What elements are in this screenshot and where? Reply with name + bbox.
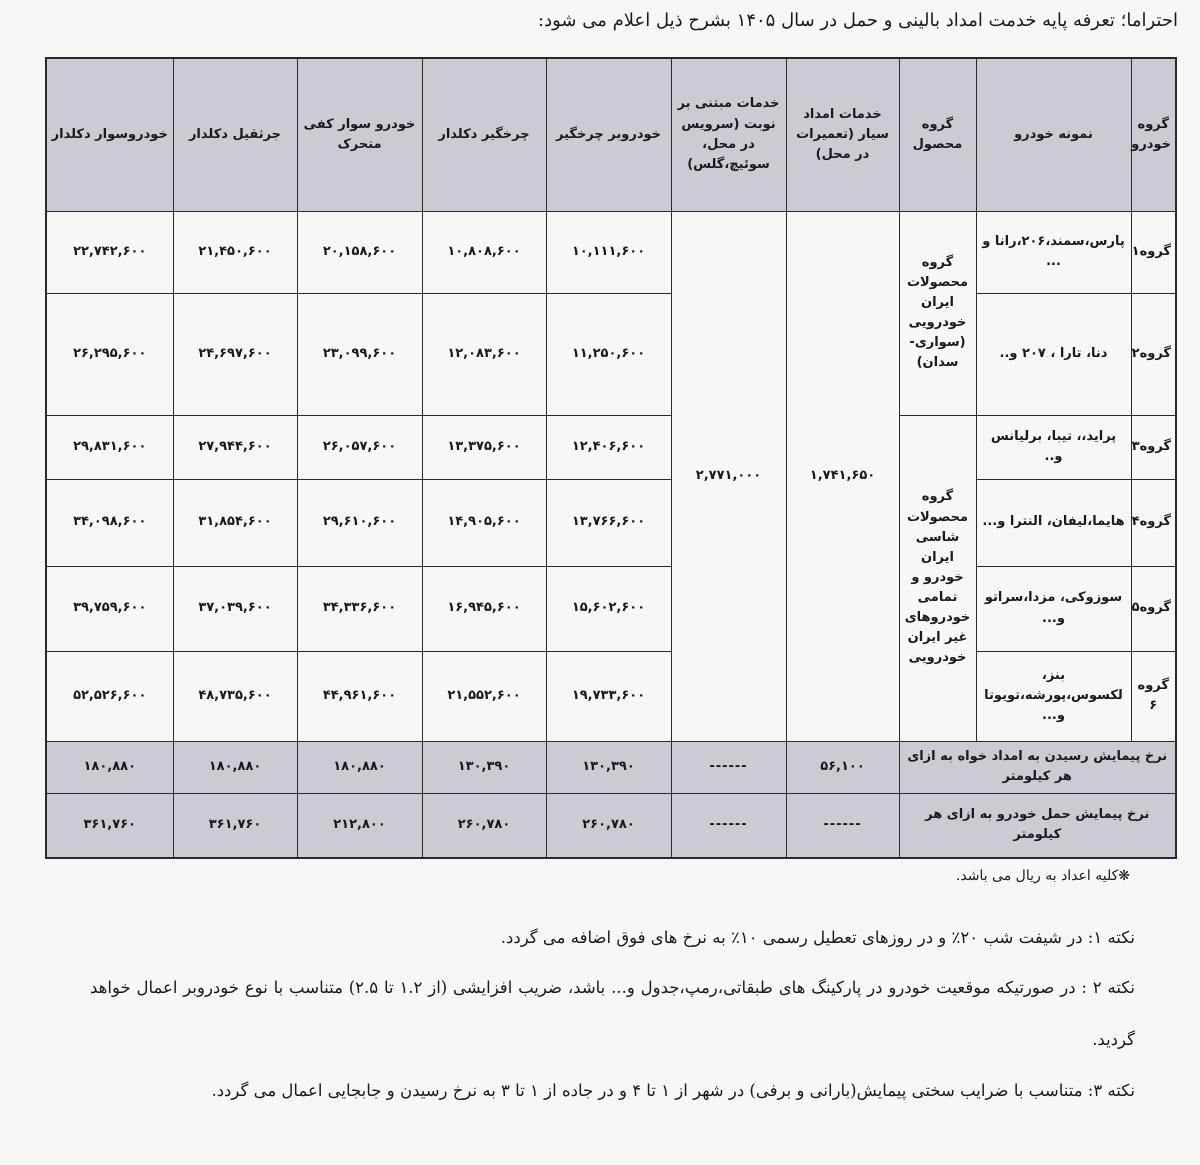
carrier-dolly-cell: ۵۲,۵۲۶,۶۰۰ bbox=[46, 651, 173, 741]
vehicle-sample-cell: بنز، لکسوس،پورشه،تویوتا و... bbox=[976, 651, 1131, 741]
table-row bbox=[46, 479, 1176, 566]
wheel-lift-cell: ۲۶۰,۷۸۰ bbox=[546, 793, 671, 858]
header-vehicle-sample: نمونه خودرو bbox=[976, 58, 1131, 211]
header-wheel-lift: خودروبر چرخگیر bbox=[546, 58, 671, 211]
wheel-lift-cell: ۱۳,۷۶۶,۶۰۰ bbox=[546, 479, 671, 566]
table-row bbox=[46, 293, 1176, 415]
table-row bbox=[46, 566, 1176, 651]
crane-dolly-cell: ۲۱,۴۵۰,۶۰۰ bbox=[173, 211, 297, 293]
flatbed-carrier-cell: ۲۰,۱۵۸,۶۰۰ bbox=[297, 211, 422, 293]
vehicle-sample-cell: پراید،، تیبا، برلیانس و.. bbox=[976, 415, 1131, 479]
vehicle-group-cell: گروه۱ bbox=[1131, 211, 1176, 293]
header-crane-dolly: جرثقیل دکلدار bbox=[173, 58, 297, 211]
carrier-dolly-cell: ۳۶۱,۷۶۰ bbox=[46, 793, 173, 858]
header-carrier-dolly: خودروسوار دکلدار bbox=[46, 58, 173, 211]
wheel-lift-cell: ۱۳۰,۳۹۰ bbox=[546, 741, 671, 793]
flatbed-carrier-cell: ۲۳,۰۹۹,۶۰۰ bbox=[297, 293, 422, 415]
product-group-cell: گروه محصولات شاسی ایران خودرو و تمامی خودروهای غیر ایران خودرویی bbox=[899, 415, 976, 741]
flatbed-carrier-cell: ۳۴,۳۳۶,۶۰۰ bbox=[297, 566, 422, 651]
product-group-cell: گروه محصولات ایران خودرویی (سواری-سدان) bbox=[899, 211, 976, 415]
crane-dolly-cell: ۱۸۰,۸۸۰ bbox=[173, 741, 297, 793]
note-1: نکته ۱: در شیفت شب ۲۰٪ و در روزهای تعطیل رسمی ۱۰٪ به نرخ های فوق اضافه می گردد. bbox=[500, 928, 1135, 947]
wheel-lift-cell: ۱۲,۴۰۶,۶۰۰ bbox=[546, 415, 671, 479]
carrier-dolly-cell: ۲۶,۲۹۵,۶۰۰ bbox=[46, 293, 173, 415]
wheel-lift-dolly-cell: ۱۲,۰۸۳,۶۰۰ bbox=[422, 293, 546, 415]
flatbed-carrier-cell: ۲۱۲,۸۰۰ bbox=[297, 793, 422, 858]
header-wheel-lift-dolly: چرخگیر دکلدار bbox=[422, 58, 546, 211]
vehicle-sample-cell: هایما،لیفان، النترا و... bbox=[976, 479, 1131, 566]
carrier-dolly-cell: ۲۲,۷۴۲,۶۰۰ bbox=[46, 211, 173, 293]
table-row bbox=[46, 651, 1176, 741]
wheel-lift-dolly-cell: ۱۴,۹۰۵,۶۰۰ bbox=[422, 479, 546, 566]
vehicle-group-cell: گروه۴ bbox=[1131, 479, 1176, 566]
per-km-label: نرخ پیمایش رسیدن به امداد خواه به ازای هر کیلومتر bbox=[899, 741, 1176, 793]
turn-based-cell: ۲,۷۷۱,۰۰۰ bbox=[671, 211, 786, 741]
flatbed-carrier-cell: ۴۴,۹۶۱,۶۰۰ bbox=[297, 651, 422, 741]
vehicle-sample-cell: دنا، تارا ، ۲۰۷ و.. bbox=[976, 293, 1131, 415]
crane-dolly-cell: ۳۱,۸۵۴,۶۰۰ bbox=[173, 479, 297, 566]
carrier-dolly-cell: ۲۹,۸۳۱,۶۰۰ bbox=[46, 415, 173, 479]
carrier-dolly-cell: ۱۸۰,۸۸۰ bbox=[46, 741, 173, 793]
intro-text: احتراما؛ تعرفه پایه خدمت امداد بالینی و حمل در سال ۱۴۰۵ بشرح ذیل اعلام می شود: bbox=[538, 10, 1178, 31]
per-km-transport-row bbox=[46, 793, 1176, 858]
wheel-lift-cell: ۱۵,۶۰۲,۶۰۰ bbox=[546, 566, 671, 651]
carrier-dolly-cell: ۳۴,۰۹۸,۶۰۰ bbox=[46, 479, 173, 566]
table-row bbox=[46, 211, 1176, 293]
flatbed-carrier-cell: ۱۸۰,۸۸۰ bbox=[297, 741, 422, 793]
vehicle-group-cell: گروه۳ bbox=[1131, 415, 1176, 479]
wheel-lift-dolly-cell: ۱۶,۹۴۵,۶۰۰ bbox=[422, 566, 546, 651]
header-turn-based: خدمات مبتنی بر نوبت (سرویس در محل، سوئیچ،گلس) bbox=[671, 58, 786, 211]
note-2: نکته ۲ : در صورتیکه موقعیت خودرو در پارکینگ های طبقاتی،رمپ،جدول و... باشد، ضریب افزایشی (از ۱.۲ تا ۲.۵) متناسب با نوع خودروبر اعمال خواهد گردید. bbox=[90, 978, 1136, 1049]
vehicle-sample-cell: پارس،سمند،۲۰۶،رانا و ... bbox=[976, 211, 1131, 293]
carrier-dolly-cell: ۳۹,۷۵۹,۶۰۰ bbox=[46, 566, 173, 651]
crane-dolly-cell: ۳۶۱,۷۶۰ bbox=[173, 793, 297, 858]
table-row bbox=[46, 415, 1176, 479]
vehicle-sample-cell: سوزوکی، مزدا،سراتو و... bbox=[976, 566, 1131, 651]
mobile-repair-cell: ------ bbox=[786, 793, 899, 858]
vehicle-group-cell: گروه ۶ bbox=[1131, 651, 1176, 741]
vehicle-group-cell: گروه۲ bbox=[1131, 293, 1176, 415]
wheel-lift-dolly-cell: ۱۳۰,۳۹۰ bbox=[422, 741, 546, 793]
flatbed-carrier-cell: ۲۹,۶۱۰,۶۰۰ bbox=[297, 479, 422, 566]
crane-dolly-cell: ۲۷,۹۴۴,۶۰۰ bbox=[173, 415, 297, 479]
vehicle-group-cell: گروه۵ bbox=[1131, 566, 1176, 651]
crane-dolly-cell: ۳۷,۰۳۹,۶۰۰ bbox=[173, 566, 297, 651]
crane-dolly-cell: ۴۸,۷۳۵,۶۰۰ bbox=[173, 651, 297, 741]
per-km-label: نرخ پیمایش حمل خودرو به ازای هر کیلومتر bbox=[899, 793, 1176, 858]
header-row bbox=[46, 58, 1176, 211]
wheel-lift-dolly-cell: ۲۶۰,۷۸۰ bbox=[422, 793, 546, 858]
wheel-lift-dolly-cell: ۲۱,۵۵۲,۶۰۰ bbox=[422, 651, 546, 741]
per-km-arrival-row bbox=[46, 741, 1176, 793]
wheel-lift-cell: ۱۹,۷۳۳,۶۰۰ bbox=[546, 651, 671, 741]
wheel-lift-cell: ۱۰,۱۱۱,۶۰۰ bbox=[546, 211, 671, 293]
turn-based-cell: ------ bbox=[671, 793, 786, 858]
wheel-lift-cell: ۱۱,۲۵۰,۶۰۰ bbox=[546, 293, 671, 415]
note-3: نکته ۳: متناسب با ضرایب سختی پیمایش(بارانی و برفی) در شهر از ۱ تا ۴ و در جاده از ۱ تا ۳ به نرخ رسیدن و جابجایی اعمال می گردد. bbox=[211, 1081, 1135, 1100]
header-vehicle-group: گروه خودرو bbox=[1131, 58, 1176, 211]
header-flatbed-carrier: خودرو سوار کفی متحرک bbox=[297, 58, 422, 211]
header-mobile-repair: خدمات امداد سیار (تعمیرات در محل) bbox=[786, 58, 899, 211]
mobile-repair-cell: ۵۶,۱۰۰ bbox=[786, 741, 899, 793]
tariff-table bbox=[45, 57, 1177, 859]
turn-based-cell: ------ bbox=[671, 741, 786, 793]
mobile-repair-cell: ۱,۷۴۱,۶۵۰ bbox=[786, 211, 899, 741]
wheel-lift-dolly-cell: ۱۰,۸۰۸,۶۰۰ bbox=[422, 211, 546, 293]
crane-dolly-cell: ۲۴,۶۹۷,۶۰۰ bbox=[173, 293, 297, 415]
currency-footnote: ❋کلیه اعداد به ریال می باشد. bbox=[955, 868, 1130, 884]
flatbed-carrier-cell: ۲۶,۰۵۷,۶۰۰ bbox=[297, 415, 422, 479]
header-product-group: گروه محصول bbox=[899, 58, 976, 211]
wheel-lift-dolly-cell: ۱۳,۳۷۵,۶۰۰ bbox=[422, 415, 546, 479]
